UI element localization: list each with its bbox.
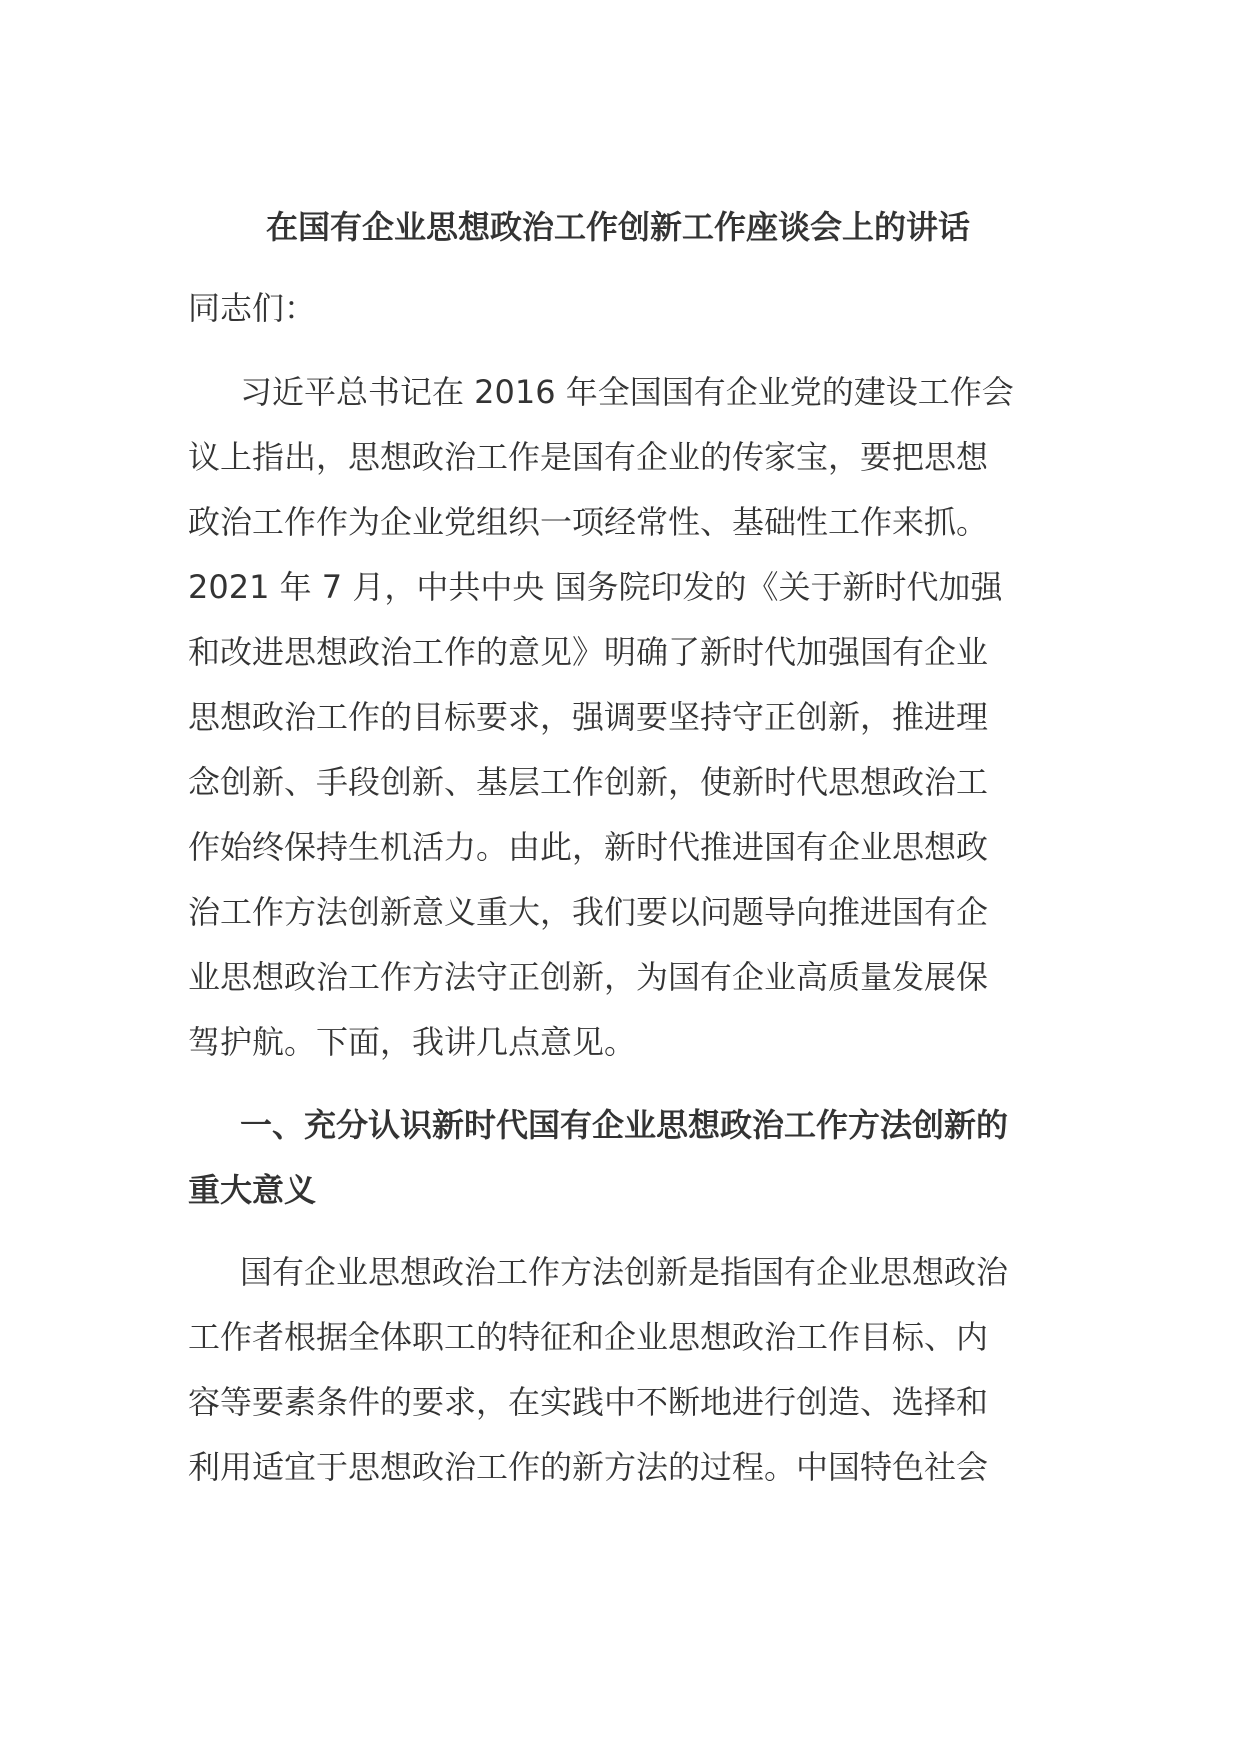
paragraph-line: 习近平总书记在 2016 年全国国有企业党的建设工作会 — [240, 373, 1014, 411]
paragraph-line: 作始终保持生机活力。由此，新时代推进国有企业思想政 — [188, 828, 989, 866]
paragraph-line: 治工作方法创新意义重大，我们要以问题导向推进国有企 — [188, 893, 989, 931]
paragraph-line: 政治工作作为企业党组织一项经常性、基础性工作来抓。 — [188, 503, 989, 541]
paragraph-line: 容等要素条件的要求，在实践中不断地进行创造、选择和 — [188, 1383, 989, 1421]
paragraph-line: 议上指出，思想政治工作是国有企业的传家宝，要把思想 — [188, 438, 989, 476]
paragraph-line: 2021 年 7 月，中共中央 国务院印发的《关于新时代加强 — [188, 568, 1003, 606]
paragraph-2 — [188, 1240, 1058, 1500]
document-title: 在国有企业思想政治工作创新工作座谈会上的讲话 — [265, 208, 970, 246]
paragraph-line: 国有企业思想政治工作方法创新是指国有企业思想政治 — [240, 1253, 1009, 1291]
section-heading-1 — [188, 1093, 1058, 1223]
paragraph-line: 驾护航。下面，我讲几点意见。 — [188, 1023, 637, 1061]
heading-line: 一、充分认识新时代国有企业思想政治工作方法创新的 — [240, 1106, 1009, 1144]
paragraph-line: 和改进思想政治工作的意见》明确了新时代加强国有企业 — [188, 633, 989, 671]
paragraph-line: 思想政治工作的目标要求，强调要坚持守正创新，推进理 — [188, 698, 989, 736]
paragraph-line: 工作者根据全体职工的特征和企业思想政治工作目标、内 — [188, 1318, 989, 1356]
paragraph-line: 利用适宜于思想政治工作的新方法的过程。中国特色社会 — [188, 1448, 989, 1486]
paragraph-line: 业思想政治工作方法守正创新，为国有企业高质量发展保 — [188, 958, 989, 996]
salutation: 同志们： — [188, 289, 317, 327]
heading-line: 重大意义 — [188, 1171, 317, 1209]
paragraph-1 — [188, 360, 1058, 1075]
paragraph-line: 念创新、手段创新、基层工作创新，使新时代思想政治工 — [188, 763, 989, 801]
